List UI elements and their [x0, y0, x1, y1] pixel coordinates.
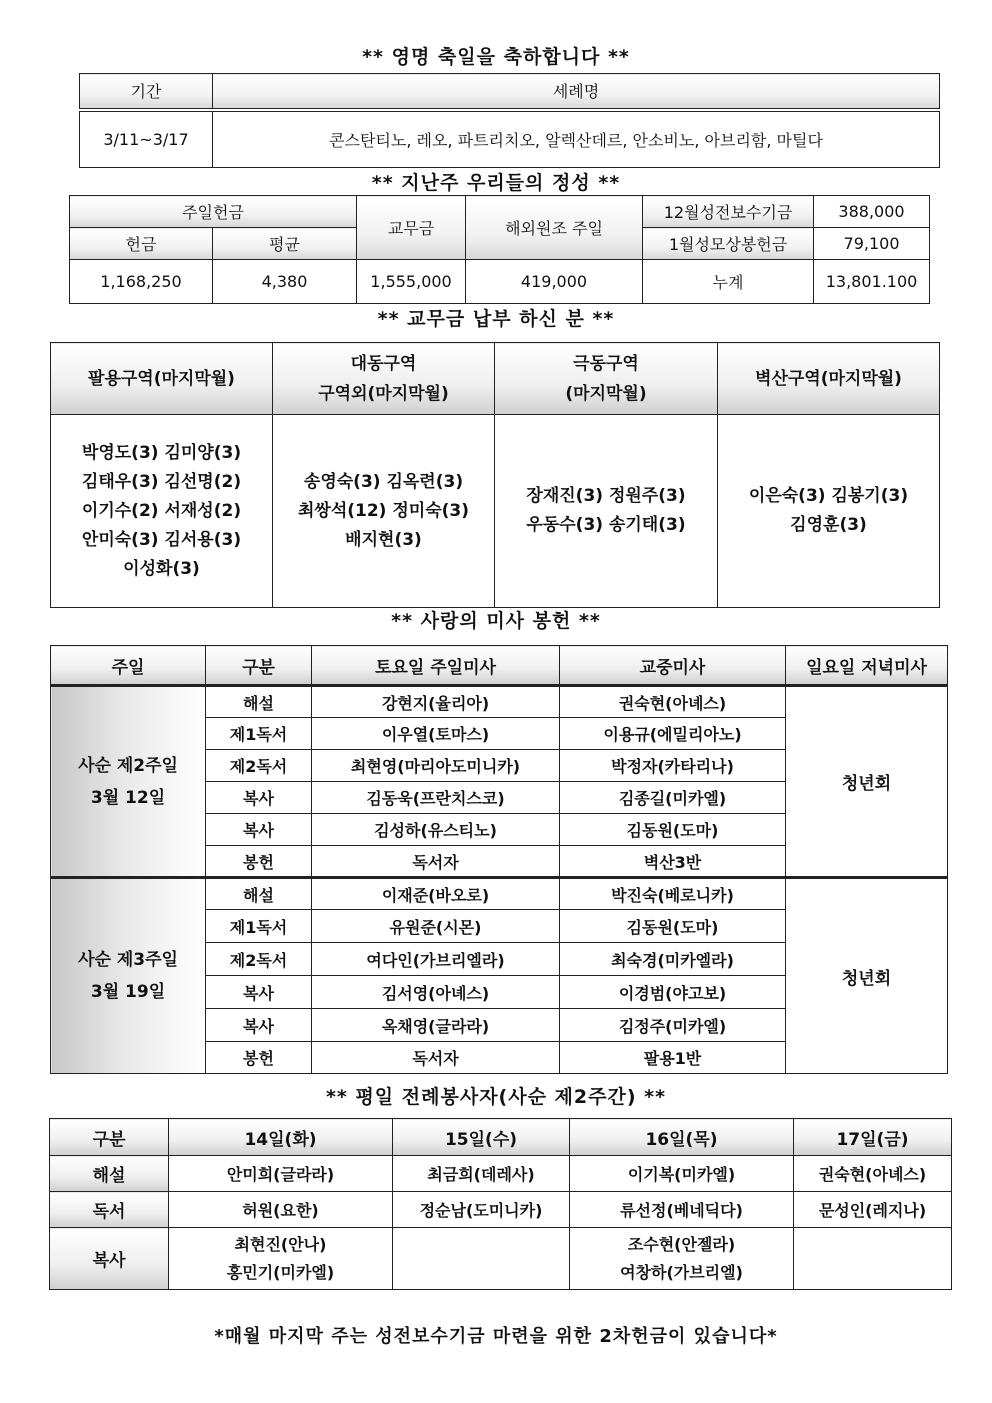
main-cell: 이경범(야고보)	[560, 976, 786, 1009]
dues-list-daedong: 송영숙(3) 김옥련(3) 최쌍석(12) 정미숙(3) 배지현(3)	[273, 415, 495, 608]
main-cell: 권숙현(아녜스)	[560, 686, 786, 718]
dues-title: ** 교무금 납부 하신 분 **	[377, 308, 615, 330]
saturday-cell: 옥채영(글라라)	[312, 1009, 560, 1042]
total-label: 누계	[643, 260, 814, 304]
dec-fund-label: 12월성전보수기금	[643, 196, 814, 228]
weekday-title: ** 평일 전례봉사자(사순 제2주간) **	[325, 1086, 667, 1108]
role-cell: 해설	[206, 878, 312, 910]
weekday-cell: 정순남(도미니카)	[393, 1192, 570, 1228]
weekday-cell: 이기복(미카엘)	[570, 1156, 794, 1192]
saturday-cell: 이재준(바오로)	[312, 878, 560, 910]
weekday-cell: 권숙현(아녜스)	[794, 1156, 952, 1192]
weekday-cell: 최금희(데레사)	[393, 1156, 570, 1192]
role-cell: 제1독서	[206, 910, 312, 943]
dec-fund-value: 388,000	[814, 196, 930, 228]
role-cell: 제2독서	[206, 943, 312, 976]
main-cell: 김동원(도마)	[560, 910, 786, 943]
dues-list-byeoksan: 이은숙(3) 김봉기(3) 김영훈(3)	[718, 415, 940, 608]
weekday-header-14: 14일(화)	[169, 1119, 393, 1156]
total-value: 13,801.100	[814, 260, 930, 304]
saturday-cell: 독서자	[312, 1042, 560, 1074]
table-row	[50, 1228, 952, 1290]
weekday-cell: 안미희(글라라)	[169, 1156, 393, 1192]
feast-title: ** 영명 축일을 축하합니다 **	[362, 46, 630, 68]
row-label: 독서	[50, 1192, 169, 1228]
feast-names-header: 세례명	[213, 74, 940, 110]
cash-value: 1,168,250	[70, 260, 213, 304]
overseas-value: 419,000	[466, 260, 643, 304]
dues-table	[50, 342, 940, 608]
feast-names: 콘스탄티노, 레오, 파트리치오, 알렉산데르, 안소비노, 아브리함, 마틸다	[213, 110, 940, 168]
main-cell: 김종길(미카엘)	[560, 782, 786, 814]
role-cell: 제2독서	[206, 750, 312, 782]
saturday-cell: 유원준(시몬)	[312, 910, 560, 943]
saturday-cell: 독서자	[312, 846, 560, 878]
average-header: 평균	[213, 228, 357, 260]
jan-fund-value: 79,100	[814, 228, 930, 260]
role-cell: 봉헌	[206, 1042, 312, 1074]
mass-header-evening: 일요일 저녁미사	[786, 646, 948, 686]
offering-title: ** 지난주 우리들의 정성 **	[371, 172, 621, 194]
main-cell: 벽산3반	[560, 846, 786, 878]
row-label: 해설	[50, 1156, 169, 1192]
main-cell: 이용규(에밀리아노)	[560, 718, 786, 750]
dues-header-daedong: 대동구역 구역외(마지막월)	[273, 343, 495, 415]
weekday-header-role: 구분	[50, 1119, 169, 1156]
saturday-cell: 김동욱(프란치스코)	[312, 782, 560, 814]
offering-table	[69, 195, 930, 304]
weekday-table	[49, 1118, 952, 1290]
role-cell: 해설	[206, 686, 312, 718]
weekday-cell	[794, 1228, 952, 1290]
mass-header-role: 구분	[206, 646, 312, 686]
dues-list-palyong: 박영도(3) 김미양(3) 김태우(3) 김선명(2) 이기수(2) 서재성(2) 안미숙(3) 김서용(3) 이성화(3)	[51, 415, 273, 608]
feast-period: 3/11~3/17	[80, 110, 213, 168]
role-cell: 복사	[206, 1009, 312, 1042]
dues-list-geukdong: 장재진(3) 정원주(3) 우동수(3) 송기태(3)	[495, 415, 718, 608]
week1-evening: 청년회	[786, 686, 948, 878]
mass-header-saturday: 토요일 주일미사	[312, 646, 560, 686]
saturday-cell: 여다인(가브리엘라)	[312, 943, 560, 976]
main-cell: 팔용1반	[560, 1042, 786, 1074]
week2-label: 사순 제3주일 3월 19일	[51, 878, 206, 1074]
weekday-cell	[393, 1228, 570, 1290]
mass-title: ** 사랑의 미사 봉헌 **	[391, 610, 601, 632]
feast-table	[79, 73, 940, 168]
weekday-cell: 문성인(레지나)	[794, 1192, 952, 1228]
table-row	[50, 1192, 952, 1228]
saturday-cell: 최현영(마리아도미니카)	[312, 750, 560, 782]
parish-due-header: 교무금	[357, 196, 466, 260]
parish-due-value: 1,555,000	[357, 260, 466, 304]
saturday-cell: 강현지(율리아)	[312, 686, 560, 718]
weekday-header-16: 16일(목)	[570, 1119, 794, 1156]
weekday-cell: 허원(요한)	[169, 1192, 393, 1228]
overseas-aid-header: 해외원조 주일	[466, 196, 643, 260]
main-cell: 최숙경(미카엘라)	[560, 943, 786, 976]
weekday-cell: 조수현(안젤라) 여창하(가브리엘)	[570, 1228, 794, 1290]
mass-header-main: 교중미사	[560, 646, 786, 686]
footer-note: *매월 마지막 주는 성전보수기금 마련을 위한 2차헌금이 있습니다*	[214, 1326, 778, 1347]
main-cell: 박정자(카타리나)	[560, 750, 786, 782]
role-cell: 제1독서	[206, 718, 312, 750]
table-row	[50, 1156, 952, 1192]
role-cell: 복사	[206, 814, 312, 846]
role-cell: 복사	[206, 782, 312, 814]
main-cell: 김동원(도마)	[560, 814, 786, 846]
dues-header-palyong: 팔용구역(마지막월)	[51, 343, 273, 415]
mass-header-sunday: 주일	[51, 646, 206, 686]
average-value: 4,380	[213, 260, 357, 304]
jan-fund-label: 1월성모상봉헌금	[643, 228, 814, 260]
saturday-cell: 김서영(아녜스)	[312, 976, 560, 1009]
table-row	[51, 878, 948, 910]
week1-label: 사순 제2주일 3월 12일	[51, 686, 206, 878]
week2-evening: 청년회	[786, 878, 948, 1074]
dues-header-geukdong: 극동구역 (마지막월)	[495, 343, 718, 415]
saturday-cell: 이우열(토마스)	[312, 718, 560, 750]
saturday-cell: 김성하(유스티노)	[312, 814, 560, 846]
dues-header-byeoksan: 벽산구역(마지막월)	[718, 343, 940, 415]
feast-period-header: 기간	[80, 74, 213, 110]
weekday-cell: 류선정(베네딕다)	[570, 1192, 794, 1228]
main-cell: 박진숙(베로니카)	[560, 878, 786, 910]
cash-header: 헌금	[70, 228, 213, 260]
role-cell: 복사	[206, 976, 312, 1009]
sunday-offering-header: 주일헌금	[70, 196, 357, 228]
weekday-header-17: 17일(금)	[794, 1119, 952, 1156]
weekday-header-15: 15일(수)	[393, 1119, 570, 1156]
table-row	[51, 686, 948, 718]
mass-table	[50, 645, 948, 1074]
role-cell: 봉헌	[206, 846, 312, 878]
weekday-cell: 최현진(안나) 홍민기(미카엘)	[169, 1228, 393, 1290]
main-cell: 김정주(미카엘)	[560, 1009, 786, 1042]
row-label: 복사	[50, 1228, 169, 1290]
